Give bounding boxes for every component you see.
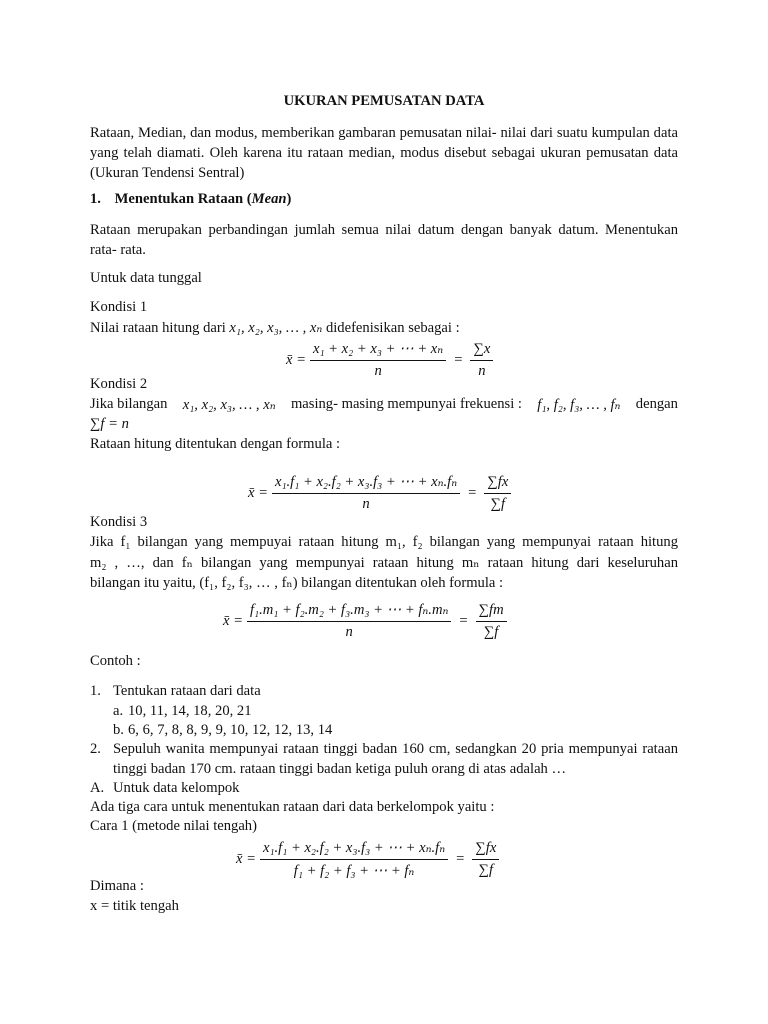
- definition-paragraph: Rataan merupakan perbandingan jumlah semua nilai datum dengan banyak datum. Menentukan rata- rata.: [90, 222, 678, 258]
- kondisi2-sum-f: ∑f = n: [90, 416, 129, 432]
- kondisi1-vars: x₁, x₂, x₃, … , xₙ: [229, 320, 323, 336]
- list-item-text: Sepuluh wanita mempunyai rataan tinggi badan 160 cm, sedangkan 20 pria mempunyai rataan: [113, 741, 678, 757]
- formula-equals: =: [459, 612, 468, 629]
- formula-fraction-2: [476, 602, 507, 641]
- formula-numerator: x₁.f₁ + x₂.f₂ + x₃.f₃ + ⋯ + xₙ.fₙ: [260, 839, 448, 860]
- formula-numerator-2: ∑fm: [476, 602, 507, 622]
- kondisi3-line1: Jika f₁ bilangan yang mempuyai rataan hitung m₁, f₂ bilangan yang mempunyai rataan hitung: [90, 534, 678, 550]
- list-item-number: b.: [113, 722, 124, 738]
- section-heading-mean: [90, 191, 291, 208]
- kondisi2-text-a: Jika bilangan: [90, 396, 168, 412]
- section-heading-italic: Mean: [251, 191, 287, 207]
- formula-fraction-2: [484, 474, 511, 513]
- kondisi1-label: Kondisi 1: [90, 299, 148, 315]
- kondisi3-label: Kondisi 3: [90, 514, 148, 530]
- list-item: [90, 683, 261, 700]
- list-item-text: 6, 6, 7, 8, 8, 9, 9, 10, 12, 12, 13, 14: [128, 722, 333, 738]
- list-item-text: 10, 11, 14, 18, 20, 21: [128, 703, 252, 719]
- kondisi2-formula-intro: Rataan hitung ditentukan dengan formula :: [90, 436, 341, 452]
- kondisi1-text-before: Nilai rataan hitung dari: [90, 320, 226, 336]
- list-item-number: a.: [113, 703, 124, 719]
- formula-denominator-2: n: [478, 362, 486, 379]
- formula-lhs: x̄ =: [248, 484, 268, 501]
- list-item-continuation: tinggi badan 170 cm. rataan tinggi badan ketiga puluh orang di atas adalah …: [113, 761, 567, 777]
- section-a-text: Untuk data kelompok: [113, 780, 240, 796]
- kondisi2-line1: [90, 396, 678, 414]
- list-item: [90, 741, 678, 758]
- formula-lhs: x̄ =: [286, 351, 306, 368]
- formula-denominator-2: ∑f: [478, 862, 494, 878]
- formula-denominator: n: [362, 496, 370, 512]
- kondisi3-line2: m₂ , …, dan fₙ bilangan yang mempunyai rataan hitung mₙ rataan hitung dari keseluruhan: [90, 555, 678, 571]
- formula-numerator: x₁ + x₂ + x₃ + ⋯ + xₙ: [310, 340, 446, 361]
- formula-fraction: [272, 473, 460, 513]
- formula-denominator: f₁ + f₂ + f₃ + ⋯ + fₙ: [293, 863, 415, 879]
- formula-numerator: f₁.m₁ + f₂.m₂ + f₃.m₃ + ⋯ + fₙ.mₙ: [247, 601, 451, 622]
- formula-denominator: n: [374, 363, 382, 379]
- list-item: [113, 722, 333, 739]
- section-heading-text: Menentukan Rataan (: [114, 191, 252, 207]
- formula-denominator-2: ∑f: [483, 623, 499, 640]
- kondisi3-formula: [223, 601, 511, 641]
- section-number: 1.: [90, 191, 101, 207]
- section-a-intro: Ada tiga cara untuk menentukan rataan dari data berkelompok yaitu :: [90, 799, 495, 815]
- list-item-text: Tentukan rataan dari data: [113, 683, 261, 699]
- section-a-heading: [90, 780, 240, 797]
- section-a-method: Cara 1 (metode nilai tengah): [90, 818, 257, 834]
- formula-numerator-2: ∑fx: [472, 840, 499, 860]
- kondisi2-label: Kondisi 2: [90, 376, 148, 392]
- list-item-number: 2.: [90, 741, 101, 757]
- kondisi2-freqs: f₁, f₂, f₃, … , fₙ: [537, 397, 621, 413]
- formula-lhs: x̄ =: [223, 612, 243, 629]
- kondisi2-formula: [248, 473, 515, 513]
- kondisi2-vars: x₁, x₂, x₃, … , xₙ: [182, 397, 276, 413]
- formula-numerator: x₁.f₁ + x₂.f₂ + x₃.f₃ + ⋯ + xₙ.fₙ: [272, 473, 460, 494]
- formula-fraction-2: [472, 840, 499, 879]
- formula-fraction-2: [470, 341, 493, 380]
- formula-fraction: [260, 839, 448, 880]
- formula-fraction: [310, 340, 446, 380]
- single-data-label: Untuk data tunggal: [90, 270, 202, 286]
- formula-equals: =: [456, 851, 465, 867]
- formula-denominator-2: ∑f: [490, 495, 506, 512]
- section-a-label: A.: [90, 780, 105, 796]
- kondisi2-text-b: masing- masing mempunyai frekuensi :: [290, 396, 522, 412]
- formula-fraction: [247, 601, 451, 641]
- kondisi3-line3: bilangan itu yaitu, (f₁, f₂, f₃, … , fₙ) bilangan ditentukan oleh formula :: [90, 575, 504, 591]
- kondisi1-formula: [286, 340, 497, 380]
- section-heading-suffix: ): [286, 191, 292, 207]
- x-definition: x = titik tengah: [90, 898, 179, 914]
- page-title: UKURAN PEMUSATAN DATA: [283, 93, 485, 109]
- formula-denominator: n: [345, 624, 353, 640]
- formula-numerator-2: ∑fx: [484, 474, 511, 494]
- kondisi2-text-c: dengan: [635, 396, 678, 412]
- formula-lhs: x̄ =: [236, 851, 256, 867]
- intro-paragraph: Rataan, Median, dan modus, memberikan gambaran pemusatan nilai- nilai dari suatu kumpulan data yang telah diamati. Oleh karena itu rataan median, modus disebut sebagai ukuran pemusatan data (Ukuran Tendensi Sentral): [90, 125, 678, 181]
- dimana-label: Dimana :: [90, 878, 144, 894]
- list-item: [113, 703, 252, 720]
- kondisi1-text: [90, 319, 460, 337]
- contoh-label: Contoh :: [90, 653, 141, 669]
- kondisi1-text-after: didefenisikan sebagai :: [325, 320, 460, 336]
- list-item-number: 1.: [90, 683, 101, 699]
- formula-equals: =: [454, 351, 463, 368]
- formula-equals: =: [468, 484, 477, 501]
- formula-numerator-2: ∑x: [470, 341, 493, 361]
- section-a-formula: [236, 839, 503, 880]
